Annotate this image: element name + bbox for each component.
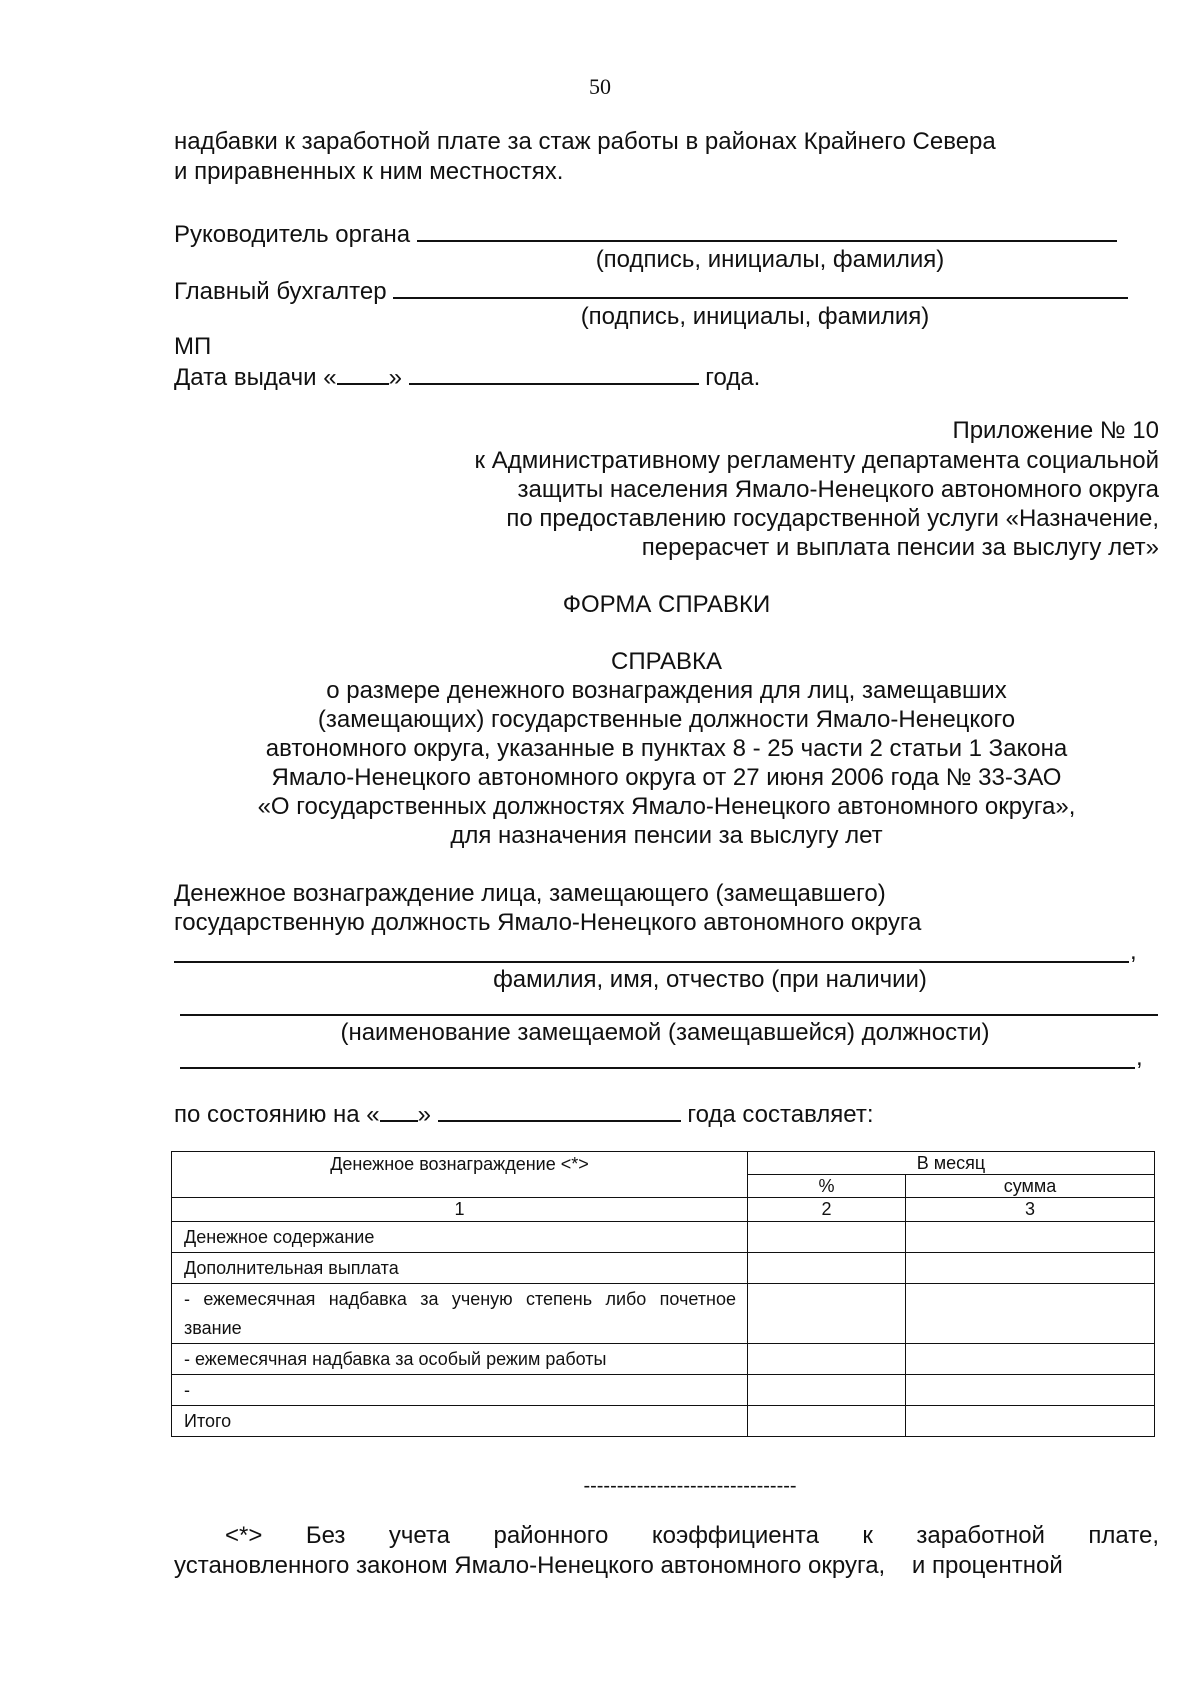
percent-cell[interactable] bbox=[748, 1375, 906, 1406]
row-label-academic-degree bbox=[172, 1284, 748, 1344]
position-field-continued[interactable] bbox=[180, 1067, 1135, 1069]
state-date-mid: » bbox=[417, 1101, 431, 1128]
percent-cell[interactable] bbox=[748, 1284, 906, 1344]
remuneration-table bbox=[171, 1151, 1155, 1437]
accountant-label: Главный бухгалтер bbox=[174, 278, 387, 305]
row-label-salary: Денежное содержание bbox=[172, 1222, 748, 1253]
page-number: 50 bbox=[589, 74, 611, 99]
issue-date-mid: » bbox=[388, 364, 402, 391]
column-number-1: 1 bbox=[172, 1198, 748, 1222]
intro-line-1: надбавки к заработной плате за стаж работы в районах Крайнего Севера bbox=[174, 128, 996, 155]
state-date-row bbox=[174, 1098, 874, 1129]
header-per-month: В месяц bbox=[748, 1152, 1155, 1175]
table-row bbox=[172, 1284, 1155, 1344]
header-remuneration: Денежное вознаграждение <*> bbox=[172, 1152, 748, 1198]
percent-cell[interactable] bbox=[748, 1406, 906, 1437]
table-row bbox=[172, 1406, 1155, 1437]
appendix-line-5: перерасчет и выплата пенсии за выслугу лет» bbox=[641, 534, 1159, 561]
state-date-prefix: по состоянию на « bbox=[174, 1101, 380, 1128]
row-label-additional-payment: Дополнительная выплата bbox=[172, 1253, 748, 1284]
table-row bbox=[172, 1344, 1155, 1375]
state-date-month-field[interactable] bbox=[438, 1098, 681, 1122]
issue-date-day-field[interactable] bbox=[337, 361, 389, 385]
sum-cell[interactable] bbox=[906, 1222, 1155, 1253]
accountant-signature-field[interactable] bbox=[393, 275, 1128, 299]
column-number-3: 3 bbox=[906, 1198, 1155, 1222]
stamp-label: МП bbox=[174, 333, 212, 360]
sum-cell[interactable] bbox=[906, 1284, 1155, 1344]
certificate-line-1: о размере денежного вознаграждения для лиц, замещавших bbox=[326, 677, 1007, 704]
position-caption: (наименование замещаемой (замещавшейся) должности) bbox=[340, 1019, 990, 1046]
sum-cell[interactable] bbox=[906, 1375, 1155, 1406]
issue-date-suffix: года. bbox=[705, 364, 761, 391]
footnote-line-2: установленного законом Ямало-Ненецкого автономного округа, и процентной bbox=[174, 1552, 1063, 1579]
state-date-suffix: года составляет: bbox=[687, 1101, 874, 1128]
certificate-line-2: (замещающих) государственные должности Ямало-Ненецкого bbox=[317, 706, 1016, 733]
column-number-2: 2 bbox=[748, 1198, 906, 1222]
comma-2: , bbox=[1136, 1044, 1143, 1071]
position-field[interactable] bbox=[180, 1014, 1158, 1016]
sum-cell[interactable] bbox=[906, 1344, 1155, 1375]
row-label-other: - bbox=[172, 1375, 748, 1406]
intro-line-2: и приравненных к ним местностях. bbox=[174, 158, 564, 185]
accountant-signature-caption: (подпись, инициалы, фамилия) bbox=[580, 303, 930, 330]
appendix-line-2: к Административному регламенту департамента социальной bbox=[474, 447, 1159, 474]
certificate-line-3: автономного округа, указанные в пунктах 8 - 25 части 2 статьи 1 Закона bbox=[265, 735, 1068, 762]
row-label-academic-degree-text: - ежемесячная надбавка за ученую степень либо почетное звание bbox=[184, 1289, 736, 1338]
issue-date-row bbox=[174, 361, 760, 392]
appendix-line-1: Приложение № 10 bbox=[952, 417, 1159, 444]
comma-1: , bbox=[1130, 938, 1137, 965]
sum-cell[interactable] bbox=[906, 1253, 1155, 1284]
footnote-line-1: <*> Без учета районного коэффициента к заработной плате, bbox=[225, 1522, 1159, 1549]
issue-date-prefix: Дата выдачи « bbox=[174, 364, 337, 391]
row-label-special-regime: - ежемесячная надбавка за особый режим работы bbox=[172, 1344, 748, 1375]
header-percent: % bbox=[748, 1175, 906, 1198]
percent-cell[interactable] bbox=[748, 1253, 906, 1284]
sum-cell[interactable] bbox=[906, 1406, 1155, 1437]
certificate-line-6: для назначения пенсии за выслугу лет bbox=[450, 822, 883, 849]
table-row bbox=[172, 1222, 1155, 1253]
body-line-2: государственную должность Ямало-Ненецкого автономного округа bbox=[174, 909, 922, 936]
head-signature-row bbox=[174, 218, 1117, 249]
head-signature-caption: (подпись, инициалы, фамилия) bbox=[595, 246, 945, 273]
form-title: ФОРМА СПРАВКИ bbox=[562, 591, 771, 618]
row-label-total: Итого bbox=[172, 1406, 748, 1437]
full-name-caption: фамилия, имя, отчество (при наличии) bbox=[493, 966, 927, 993]
certificate-line-4: Ямало-Ненецкого автономного округа от 27 июня 2006 года № 33-ЗАО bbox=[271, 764, 1062, 791]
certificate-title: СПРАВКА bbox=[611, 648, 722, 675]
percent-cell[interactable] bbox=[748, 1222, 906, 1253]
accountant-signature-row bbox=[174, 275, 1128, 306]
body-line-1: Денежное вознаграждение лица, замещающего (замещавшего) bbox=[174, 880, 886, 907]
footnote-separator: -------------------------------- bbox=[583, 1475, 797, 1497]
full-name-field[interactable] bbox=[174, 961, 1129, 963]
head-label: Руководитель органа bbox=[174, 221, 411, 248]
table-row bbox=[172, 1253, 1155, 1284]
header-sum: сумма bbox=[906, 1175, 1155, 1198]
state-date-day-field[interactable] bbox=[380, 1098, 418, 1122]
percent-cell[interactable] bbox=[748, 1344, 906, 1375]
certificate-line-5: «О государственных должностях Ямало-Ненецкого автономного округа», bbox=[257, 793, 1076, 820]
table-row bbox=[172, 1375, 1155, 1406]
appendix-line-3: защиты населения Ямало-Ненецкого автономного округа bbox=[517, 476, 1159, 503]
appendix-line-4: по предоставлению государственной услуги «Назначение, bbox=[506, 505, 1159, 532]
head-signature-field[interactable] bbox=[417, 218, 1117, 242]
issue-date-month-field[interactable] bbox=[409, 361, 699, 385]
